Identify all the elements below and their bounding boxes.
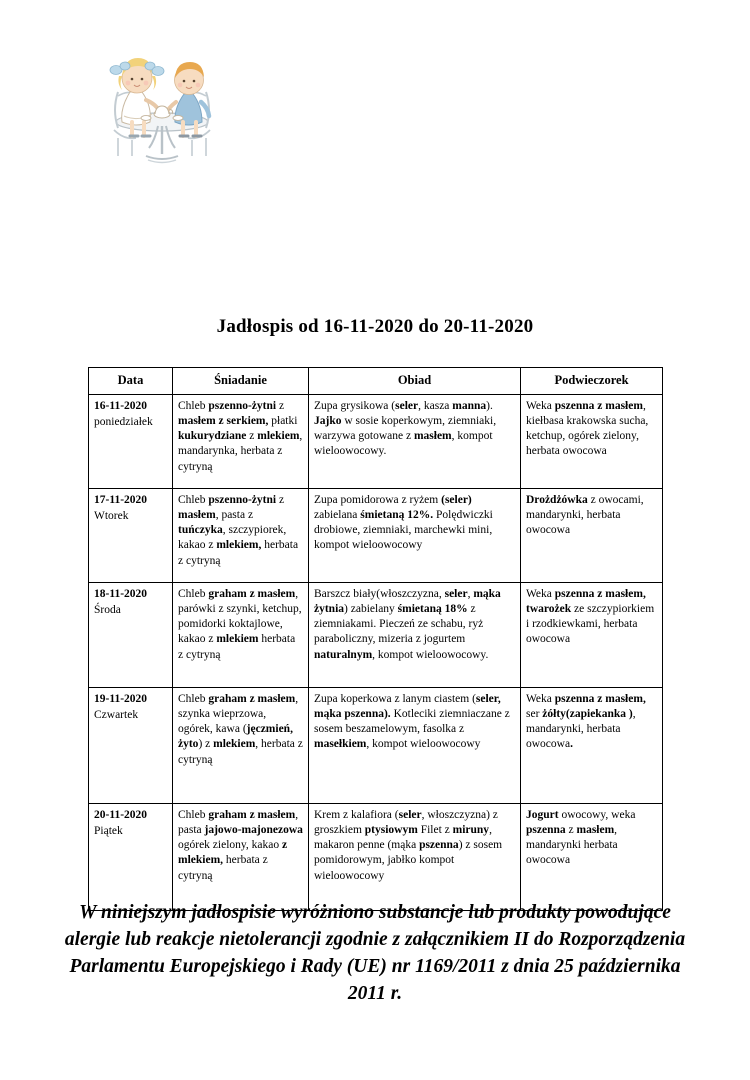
date-value: 20-11-2020	[94, 808, 148, 821]
allergen-note: W niniejszym jadłospisie wyróżniono substancje lub produkty powodujące alergie lub reakcje nietolerancji zgodnie z załącznikiem II do Rozporządzenia Parlamentu Europejskiego i Rady (UE) nr 1169/2011 z dnia 25 października 2011 r.	[64, 902, 686, 1004]
cell-date	[89, 582, 173, 687]
cell-snack: Jogurt owocowy, weka pszenna z masłem, mandarynki herbata owocowa	[521, 803, 663, 910]
children-illustration	[88, 26, 236, 176]
cell-lunch: Zupa grysikowa (seler, kasza manna). Jajko w sosie koperkowym, ziemniaki, warzywa gotowane z masłem, kompot wieloowocowy.	[309, 394, 521, 488]
date-value: 16-11-2020	[94, 399, 148, 412]
table-row	[89, 582, 663, 687]
cell-date	[89, 488, 173, 582]
weekday-value: poniedziałek	[94, 415, 153, 428]
cell-lunch: Barszcz biały(włoszczyzna, seler, mąka żytnia) zabielany śmietaną 18% z ziemniakami. Pieczeń ze schabu, ryż paraboliczny, mizeria z jogurtem naturalnym, kompot wieloowocowy.	[309, 582, 521, 687]
table-row	[89, 488, 663, 582]
menu-table-container	[88, 367, 662, 911]
table-row	[89, 394, 663, 488]
cell-breakfast: Chleb graham z masłem, pasta jajowo-majonezowa ogórek zielony, kakao z mlekiem, herbata z cytryną	[173, 803, 309, 910]
cell-breakfast: Chleb graham z masłem, szynka wieprzowa, ogórek, kawa (jęczmień, żyto) z mlekiem, herbata z cytryną	[173, 687, 309, 803]
header-breakfast: Śniadanie	[173, 368, 309, 395]
cell-snack: Drożdżówka z owocami, mandarynki, herbata owocowa	[521, 488, 663, 582]
cell-snack: Weka pszenna z masłem, kiełbasa krakowska sucha, ketchup, ogórek zielony, herbata owocowa	[521, 394, 663, 488]
cell-snack: Weka pszenna z masłem, twarożek ze szczypiorkiem i rzodkiewkami, herbata owocowa	[521, 582, 663, 687]
cell-date	[89, 687, 173, 803]
cell-date	[89, 803, 173, 910]
weekly-menu-table	[88, 367, 663, 911]
cell-date	[89, 394, 173, 488]
cell-breakfast: Chleb pszenno-żytni z masłem z serkiem, płatki kukurydziane z mlekiem, mandarynka, herbata z cytryną	[173, 394, 309, 488]
weekday-value: Piątek	[94, 824, 123, 837]
cell-snack: Weka pszenna z masłem, ser żółty(zapiekanka ), mandarynki, herbata owocowa.	[521, 687, 663, 803]
date-value: 17-11-2020	[94, 493, 148, 506]
weekday-value: Czwartek	[94, 708, 139, 721]
date-value: 19-11-2020	[94, 692, 148, 705]
table-header-row	[89, 368, 663, 395]
weekday-value: Wtorek	[94, 509, 129, 522]
table-row	[89, 803, 663, 910]
cell-lunch: Zupa koperkowa z lanym ciastem (seler, mąka pszenna). Kotleciki ziemniaczane z sosem beszamelowym, fasolka z masełkiem, kompot wieloowocowy	[309, 687, 521, 803]
table-row	[89, 687, 663, 803]
table-body	[89, 394, 663, 910]
cell-lunch: Zupa pomidorowa z ryżem (seler) zabielana śmietaną 12%. Polędwiczki drobiowe, ziemniaki, marchewki mini, kompot wieloowocowy	[309, 488, 521, 582]
header-date: Data	[89, 368, 173, 395]
header-snack: Podwieczorek	[521, 368, 663, 395]
weekday-value: Środa	[94, 603, 121, 616]
cell-lunch: Krem z kalafiora (seler, włoszczyzna) z groszkiem ptysiowym Filet z miruny, makaron penne (mąka pszenna) z sosem pomidorowym, jabłko kompot wieloowocowy	[309, 803, 521, 910]
page-title: Jadłospis od 16-11-2020 do 20-11-2020	[216, 316, 534, 337]
date-value: 18-11-2020	[94, 587, 148, 600]
cell-breakfast: Chleb graham z masłem, parówki z szynki, ketchup, pomidorki koktajlowe, kakao z mlekiem herbata z cytryną	[173, 582, 309, 687]
header-lunch: Obiad	[309, 368, 521, 395]
cell-breakfast: Chleb pszenno-żytni z masłem, pasta z tuńczyka, szczypiorek, kakao z mlekiem, herbata z cytryną	[173, 488, 309, 582]
